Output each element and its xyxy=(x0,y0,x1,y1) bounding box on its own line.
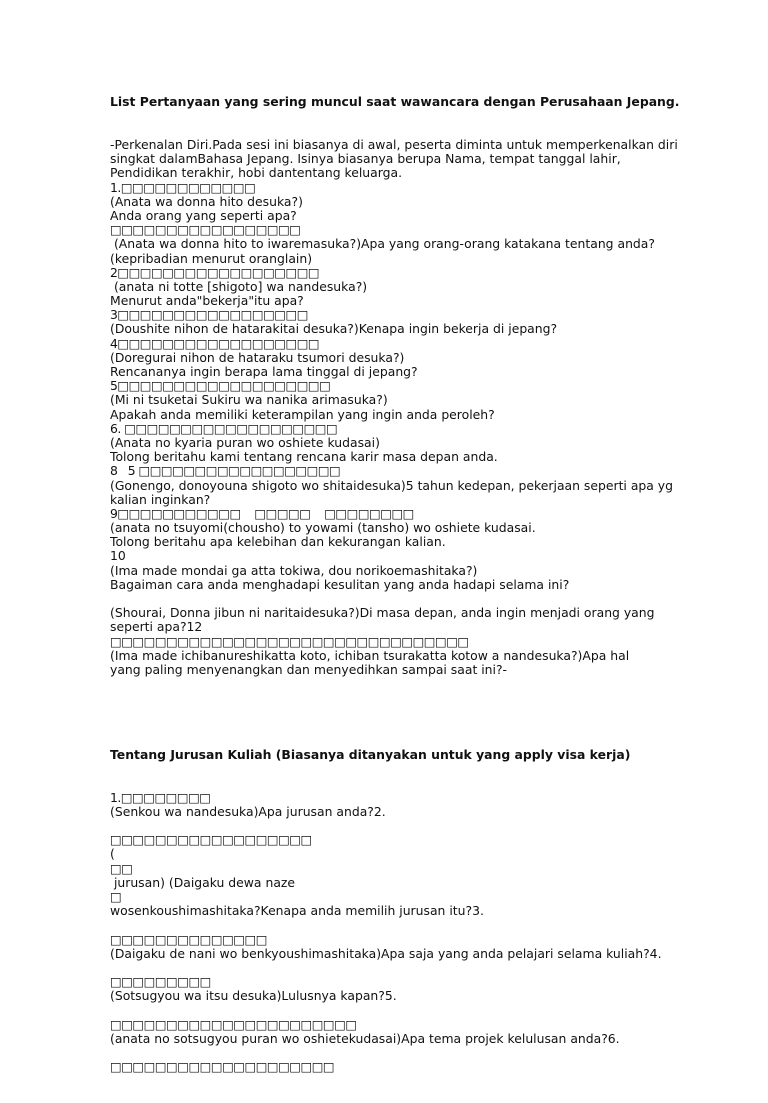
text-line: □□□□□□□□□ xyxy=(110,974,211,990)
text-line: (anata ni totte [shigoto] wa nandesuka?) xyxy=(110,278,368,294)
text-line: ( xyxy=(110,846,115,862)
text-line: □□□□□□□□□□□□□□□□□□□□ xyxy=(110,1059,335,1075)
text-line: (anata no tsuyomi(chousho) to yowami (tansho) wo oshiete kudasai. xyxy=(110,520,536,536)
text-line: Rencananya ingin berapa lama tinggal di jepang? xyxy=(110,364,418,379)
text-line: □ xyxy=(110,889,122,905)
text-line: (Shourai, Donna jibun ni naritaidesuka?)Di masa depan, anda ingin menjadi orang yang xyxy=(110,605,655,621)
text-line xyxy=(110,1046,710,1060)
section-gap xyxy=(110,706,710,720)
text-line: □□ xyxy=(110,860,133,876)
text-line: yang paling menyenangkan dan menyedihkan sampai saat ini?- xyxy=(110,661,508,677)
text-line: (Doregurai nihon de hataraku tsumori desuka?) xyxy=(110,349,405,365)
text-line: -Perkenalan Diri.Pada sesi ini biasanya di awal, peserta diminta untuk memperkenalkan diri xyxy=(110,137,678,152)
text-line: □□□□□□□□□□□□□□□□□□□□□□□□□□□□□□□□ xyxy=(110,633,469,649)
text-line: (Senkou wa nandesuka)Apa jurusan anda?2. xyxy=(110,803,386,819)
text-line: (Doushite nihon de hatarakitai desuka?)Kenapa ingin bekerja di jepang? xyxy=(110,321,558,337)
text-line: Tolong beritahu apa kelebihan dan kekurangan kalian. xyxy=(110,534,446,550)
text-line: 9□□□□□□□□□□□ □□□□□ □□□□□□□□ xyxy=(110,505,414,521)
text-line: □□□□□□□□□□□□□□□□□□□□□□ xyxy=(110,1016,357,1032)
text-line: 5□□□□□□□□□□□□□□□□□□□ xyxy=(110,378,331,394)
text-line: (Sotsugyou wa itsu desuka)Lulusnya kapan?5. xyxy=(110,988,397,1004)
section2-lines xyxy=(110,791,710,1075)
text-line: 1.□□□□□□□□□□□□ xyxy=(110,179,256,195)
text-line: 1.□□□□□□□□ xyxy=(110,789,211,805)
text-line xyxy=(110,918,710,932)
text-line xyxy=(110,1004,710,1018)
text-line: (Mi ni tsuketai Sukiru wa nanika arimasuka?) xyxy=(110,392,388,408)
text-line: Bagaiman cara anda menghadapi kesulitan yang anda hadapi selama ini? xyxy=(110,576,570,592)
text-line xyxy=(110,961,710,975)
text-line xyxy=(110,819,710,833)
text-line: 8 5 □□□□□□□□□□□□□□□□□□ xyxy=(110,463,341,479)
section1-title: List Pertanyaan yang sering muncul saat wawancara dengan Perusahaan Jepang. xyxy=(110,94,680,110)
text-line: Apakah anda memiliki keterampilan yang ingin anda peroleh? xyxy=(110,406,495,422)
text-line: □□□□□□□□□□□□□□ xyxy=(110,931,267,947)
text-line: wosenkoushimashitaka?Kenapa anda memilih jurusan itu?3. xyxy=(110,903,484,919)
text-line: kalian inginkan? xyxy=(110,491,211,507)
section1-lines xyxy=(110,138,710,677)
text-line: 2□□□□□□□□□□□□□□□□□□ xyxy=(110,264,320,280)
text-line: (Daigaku de nani wo benkyoushimashitaka)Apa saja yang anda pelajari selama kuliah?4. xyxy=(110,945,662,961)
text-line: (Anata wa donna hito desuka?) xyxy=(110,193,303,209)
text-line: Pendidikan terakhir, hobi dantentang keluarga. xyxy=(110,165,403,181)
text-line: jurusan) (Daigaku dewa naze xyxy=(110,874,296,890)
text-line xyxy=(110,592,710,606)
text-line: (Ima made mondai ga atta tokiwa, dou norikoemashitaka?) xyxy=(110,562,478,578)
text-line: Menurut anda"bekerja"itu apa? xyxy=(110,293,304,309)
section2-title: Tentang Jurusan Kuliah (Biasanya ditanyakan untuk yang apply visa kerja) xyxy=(110,747,631,763)
text-line: 4□□□□□□□□□□□□□□□□□□ xyxy=(110,335,320,351)
text-line: seperti apa?12 xyxy=(110,619,203,635)
text-line: (Anata no kyaria puran wo oshiete kudasai) xyxy=(110,434,380,450)
text-line: (anata no sotsugyou puran wo oshietekudasai)Apa tema projek kelulusan anda?6. xyxy=(110,1030,620,1046)
text-line: (Anata wa donna hito to iwaremasuka?)Apa yang orang-orang katakana tentang anda? xyxy=(110,236,655,252)
text-line: 6. □□□□□□□□□□□□□□□□□□□ xyxy=(110,420,338,436)
text-line: 10 xyxy=(110,548,126,564)
text-line: 3□□□□□□□□□□□□□□□□□ xyxy=(110,307,308,323)
document-body xyxy=(110,67,710,1103)
text-line: (kepribadian menurut oranglain) xyxy=(110,250,313,266)
text-line: Tolong beritahu kami tentang rencana karir masa depan anda. xyxy=(110,449,498,465)
text-line: Anda orang yang seperti apa? xyxy=(110,207,297,223)
text-line: singkat dalamBahasa Jepang. Isinya biasanya berupa Nama, tempat tanggal lahir, xyxy=(110,151,621,167)
text-line: □□□□□□□□□□□□□□□□□□ xyxy=(110,832,312,848)
text-line: (Ima made ichibanureshikatta koto, ichiban tsurakatta kotow a nandesuka?)Apa hal xyxy=(110,647,630,663)
text-line: □□□□□□□□□□□□□□□□□ xyxy=(110,222,301,238)
text-line: (Gonengo, donoyouna shigoto wo shitaidesuka)5 tahun kedepan, pekerjaan seperti apa yg xyxy=(110,477,674,493)
